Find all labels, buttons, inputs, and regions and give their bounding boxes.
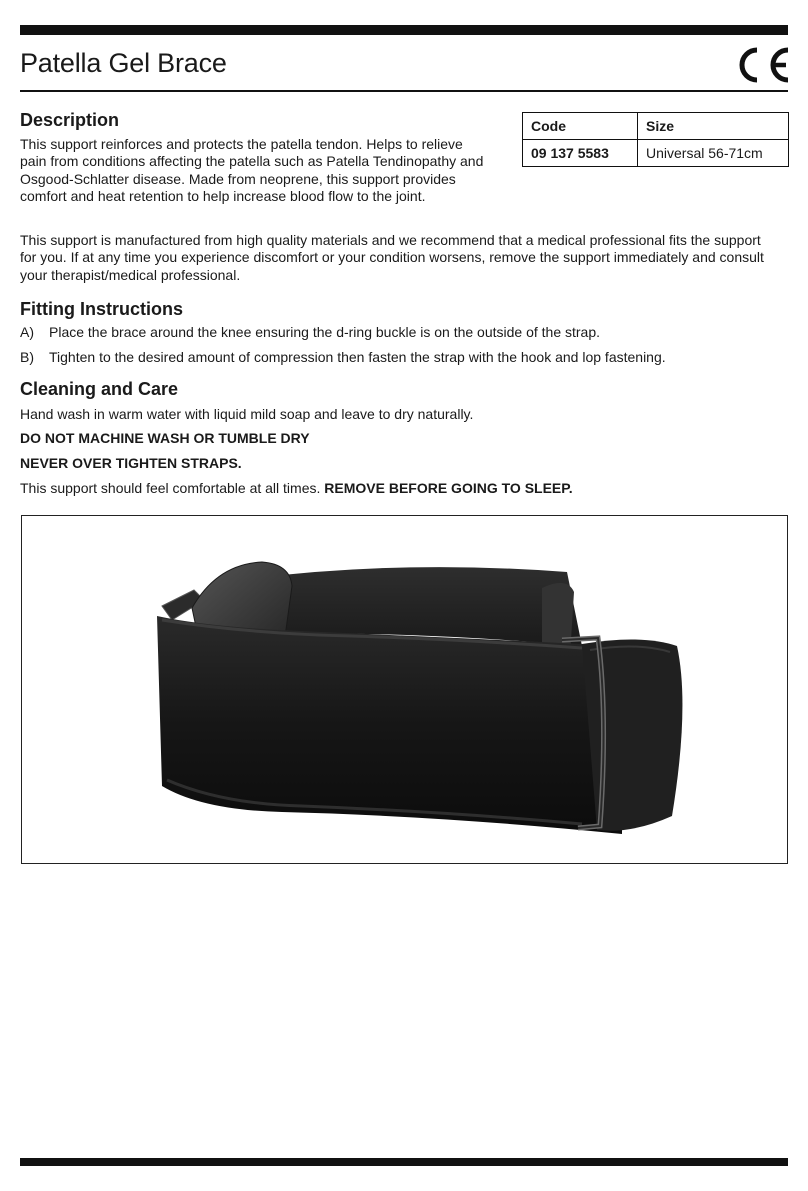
step-text: Tighten to the desired amount of compression then fasten the strap with the hook and lop fastening. [49, 349, 666, 365]
care-comfort-line [20, 480, 573, 497]
description-paragraph-1: This support reinforces and protects the patella tendon. Helps to relieve pain from conditions affecting the patella such as Patella Tendinopathy and Osgood-Schlatter disease. Made from neoprene, this support provides comfort and heat retention to help increase blood flow to the joint. [20, 136, 484, 204]
top-rule [20, 25, 788, 35]
fitting-step-b [20, 349, 666, 366]
size-header: Size [638, 113, 789, 140]
patella-brace-illustration [22, 516, 787, 863]
care-warning-straps: NEVER OVER TIGHTEN STRAPS. [20, 455, 242, 471]
table-header-row [523, 113, 789, 140]
care-sleep-warning: REMOVE BEFORE GOING TO SLEEP. [324, 480, 573, 496]
product-spec-table [522, 112, 789, 167]
product-code-cell: 09 137 5583 [523, 140, 638, 167]
step-label: B) [20, 349, 34, 365]
step-label: A) [20, 324, 34, 340]
step-text: Place the brace around the knee ensuring the d-ring buckle is on the outside of the strap. [49, 324, 601, 340]
fitting-heading: Fitting Instructions [20, 299, 183, 319]
title-rule [20, 90, 788, 92]
page-title: Patella Gel Brace [20, 48, 227, 78]
ce-mark-icon [733, 46, 791, 84]
care-warning-wash: DO NOT MACHINE WASH OR TUMBLE DRY [20, 430, 310, 446]
care-instruction: Hand wash in warm water with liquid mild soap and leave to dry naturally. [20, 406, 474, 422]
care-heading: Cleaning and Care [20, 379, 179, 399]
care-comfort-text: This support should feel comfortable at all times. [20, 480, 321, 496]
description-heading: Description [20, 110, 120, 130]
bottom-rule [20, 1158, 788, 1166]
code-header: Code [523, 113, 638, 140]
table-row [523, 140, 789, 167]
fitting-step-a [20, 324, 600, 341]
product-photo-frame [21, 515, 788, 864]
product-size-cell: Universal 56-71cm [638, 140, 789, 167]
description-paragraph-2: This support is manufactured from high quality materials and we recommend that a medical professional fits the support for you. If at any time you experience discomfort or your condition worsens, remove the support immediately and consult your therapist/medical professional. [20, 232, 764, 283]
